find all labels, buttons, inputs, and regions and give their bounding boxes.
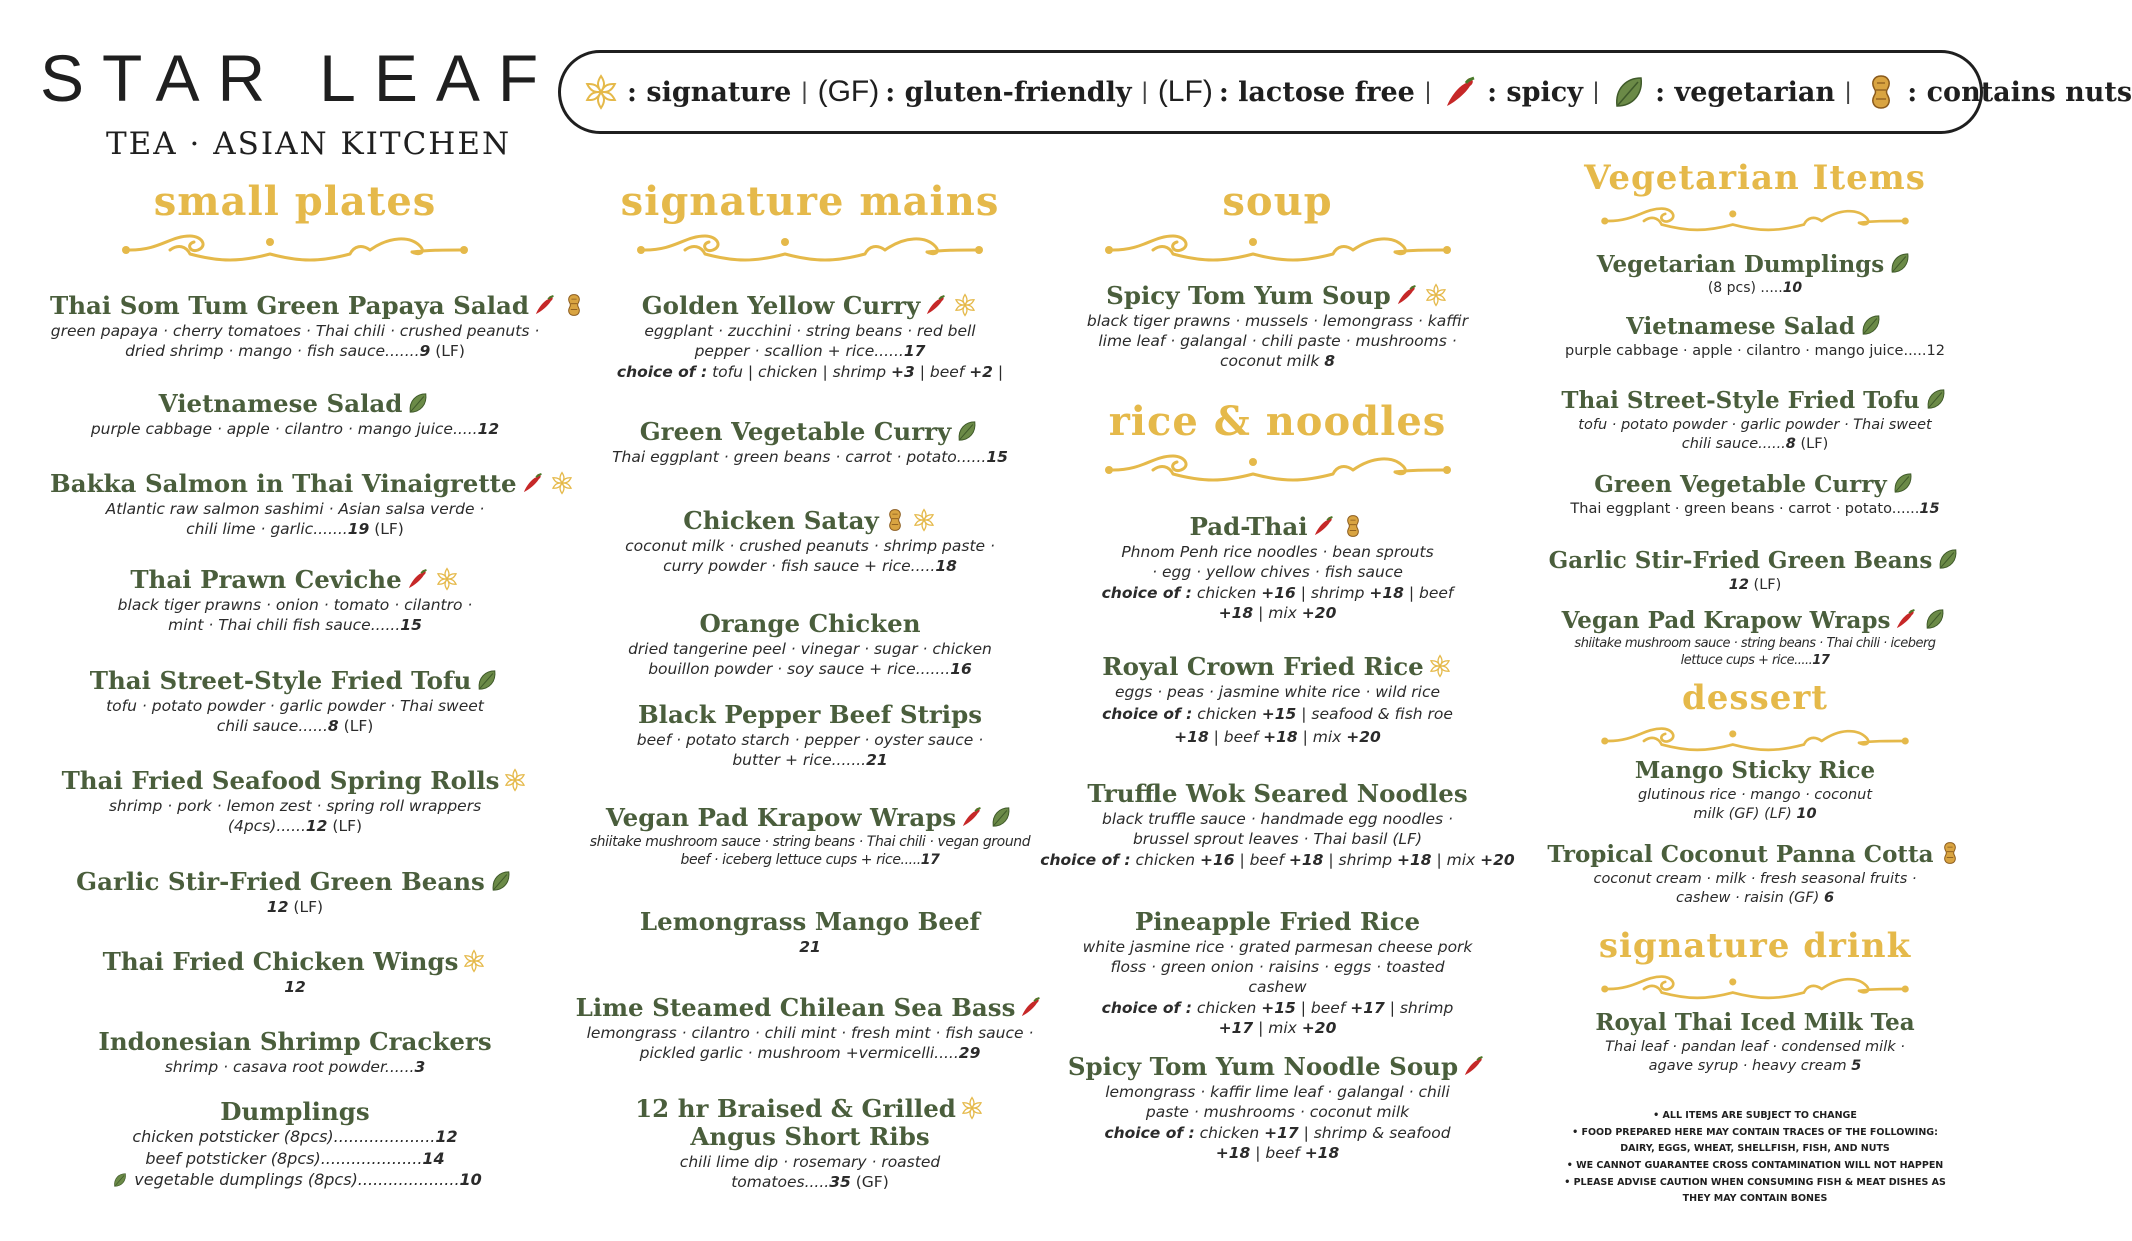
legend-lactose-free: (LF) : lactose free	[1157, 75, 1415, 108]
signature-star-icon	[1427, 653, 1453, 679]
chili-icon	[532, 292, 558, 318]
leaf-icon	[1890, 470, 1916, 496]
item-description: lemongrass · cilantro · chili mint · fresh mint · fish sauce · pickled garlic · mushroom +vermicelli.....29	[586, 1024, 1034, 1062]
item-description: purple cabbage · apple · cilantro · mango juice.....12	[1565, 343, 1945, 360]
menu-item	[50, 948, 540, 998]
item-choices: choice of : chicken +16 | shrimp +18 | beef +18 | mix +20	[1101, 583, 1454, 622]
peanut-icon	[1861, 72, 1901, 112]
item-description: (8 pcs) .....10	[1707, 280, 1803, 297]
flourish-divider-icon	[1073, 452, 1483, 488]
item-description: eggs · peas · jasmine white rice · wild rice	[1114, 683, 1441, 702]
menu-item	[565, 701, 1055, 771]
item-description: black truffle sauce · handmade egg noodles · brussel sprout leaves · Thai basil (LF)	[1102, 810, 1453, 848]
menu-item	[565, 804, 1055, 870]
item-name: Vegan Pad Krapow Wraps	[1525, 606, 1985, 634]
menu-item	[50, 667, 540, 737]
item-description: coconut milk · crushed peanuts · shrimp paste · curry powder · fish sauce + rice.....18	[625, 537, 995, 575]
brand-name-left: STAR	[40, 41, 284, 115]
menu-item	[1525, 250, 1985, 298]
flourish-divider-icon	[1570, 725, 1940, 757]
flourish-divider-icon	[1570, 973, 1940, 1005]
item-description: shrimp · casava root powder......3	[164, 1058, 426, 1077]
legend-bar: : signature | (GF) : gluten-friendly | (LF) : lactose free | : spicy | : vegetarian | : contains nuts	[558, 50, 1983, 134]
item-name: Royal Thai Iced Milk Tea	[1595, 1009, 1915, 1036]
item-name: Thai Prawn Ceviche	[50, 566, 540, 594]
menu-item	[50, 292, 540, 362]
legend-signature: : signature	[581, 72, 791, 112]
peanut-icon	[882, 507, 908, 533]
item-description: tofu · potato powder · garlic powder · Thai sweet chili sauce......8 (LF)	[1578, 417, 1932, 452]
chili-icon	[1461, 1053, 1487, 1079]
item-choices: choice of : chicken +15 | seafood & fish roe +18 | beef +18 | mix +20	[1102, 705, 1453, 747]
signature-mains-section	[565, 178, 1055, 1192]
item-name: Garlic Stir-Fried Green Beans	[1525, 546, 1985, 574]
item-description: shrimp · pork · lemon zest · spring roll wrappers (4pcs)......12 (LF)	[108, 797, 482, 835]
item-description: Thai leaf · pandan leaf · condensed milk · agave syrup · heavy cream 5	[1605, 1039, 1905, 1074]
flourish-divider-icon	[1570, 205, 1940, 237]
item-name: Tropical Coconut Panna Cotta	[1525, 840, 1985, 868]
menu-item-dumplings	[50, 1098, 540, 1191]
brand-name-right: LEAF	[319, 41, 557, 115]
leaf-icon	[1935, 546, 1961, 572]
menu-item	[1525, 386, 1985, 454]
item-name: Thai Som Tum Green Papaya Salad	[50, 292, 540, 320]
item-description: shiitake mushroom sauce · string beans · Thai chili · iceberg lettuce cups + rice.....17	[1574, 636, 1936, 669]
brand-subtitle: TEA · ASIAN KITCHEN	[106, 126, 512, 162]
item-name: Dumplings	[220, 1097, 370, 1126]
item-choices: choice of : chicken +16 | beef +18 | shrimp +18 | mix +20	[1040, 850, 1515, 869]
menu-item	[565, 610, 1055, 680]
item-description: 12 (LF)	[1728, 577, 1782, 594]
leaf-icon	[988, 804, 1014, 830]
menu-item	[1525, 758, 1985, 824]
menu-item	[50, 470, 540, 540]
signature-star-icon	[581, 72, 621, 112]
item-description: shiitake mushroom sauce · string beans · Thai chili · vegan ground beef · iceberg lettuce cups + rice.....17	[589, 834, 1031, 869]
item-name: Vegetarian Dumplings	[1525, 250, 1985, 278]
item-name: Royal Crown Fried Rice	[1040, 653, 1515, 681]
signature-star-icon	[1423, 282, 1449, 308]
leaf-icon	[1922, 606, 1948, 632]
dessert-section	[1525, 680, 1985, 757]
menu-item	[1525, 840, 1985, 908]
item-name: Green Vegetable Curry	[565, 418, 1055, 446]
item-description: beef · potato starch · pepper · oyster sauce · butter + rice.......21	[636, 731, 984, 769]
signature-star-icon	[502, 767, 528, 793]
menu-item	[1525, 1010, 1985, 1076]
item-name: Indonesian Shrimp Crackers	[98, 1027, 492, 1056]
menu-item	[50, 767, 540, 837]
flourish-divider-icon	[1073, 232, 1483, 268]
item-name: Thai Street-Style Fried Tofu	[50, 667, 540, 695]
section-title: signature drink	[1598, 926, 1912, 966]
item-description: Thai eggplant · green beans · carrot · potato......15	[612, 448, 1008, 467]
leaf-icon	[488, 868, 514, 894]
menu-item	[1040, 653, 1515, 750]
item-name: Green Vegetable Curry	[1525, 470, 1985, 498]
item-description: lemongrass · kaffir lime leaf · galangal · chili paste · mushrooms · coconut milk	[1105, 1083, 1450, 1121]
item-description: 12	[284, 978, 306, 997]
signature-star-icon	[434, 566, 460, 592]
chili-icon	[520, 470, 546, 496]
small-plates-section	[50, 178, 540, 1190]
item-name: Bakka Salmon in Thai Vinaigrette	[50, 470, 540, 498]
item-description: Atlantic raw salmon sashimi · Asian salsa verde · chili lime · garlic.......19 (LF)	[105, 500, 485, 538]
leaf-icon	[405, 390, 431, 416]
vegetarian-section	[1525, 158, 1985, 1074]
signature-star-icon	[461, 948, 487, 974]
leaf-icon	[1923, 386, 1949, 412]
chili-icon	[959, 804, 985, 830]
menu-item	[50, 1028, 540, 1078]
legend-vegetarian: : vegetarian	[1609, 72, 1835, 112]
item-description: tofu · potato powder · garlic powder · Thai sweet chili sauce......8 (LF)	[106, 697, 484, 735]
chili-icon	[1441, 72, 1481, 112]
item-name: Black Pepper Beef Strips	[637, 700, 983, 729]
item-name: Lemongrass Mango Beef	[639, 907, 981, 936]
item-description: beef potsticker (8pcs)....................14	[145, 1148, 445, 1168]
item-name: Spicy Tom Yum Soup	[1040, 282, 1515, 310]
item-name: Vegan Pad Krapow Wraps	[565, 804, 1055, 832]
leaf-icon	[1858, 312, 1884, 338]
section-title: soup	[1222, 178, 1333, 225]
item-name: Vietnamese Salad	[50, 390, 540, 418]
item-description: 21	[799, 938, 821, 957]
menu-item	[565, 908, 1055, 958]
section-title: small plates	[153, 178, 437, 225]
legend-nuts: : contains nuts	[1861, 72, 2132, 112]
item-name: Truffle Wok Seared Noodles	[1087, 779, 1468, 808]
menu-item	[565, 1095, 1055, 1193]
signature-star-icon	[549, 470, 575, 496]
soup-section	[1040, 178, 1515, 1162]
brand	[40, 40, 557, 162]
peanut-icon	[1340, 513, 1366, 539]
peanut-icon	[1937, 840, 1963, 866]
item-description: chili lime dip · rosemary · roasted tomatoes.....35 (GF)	[679, 1153, 941, 1192]
item-name: Garlic Stir-Fried Green Beans	[50, 868, 540, 896]
menu-item	[1040, 282, 1515, 372]
item-description: black tiger prawns · onion · tomato · cilantro · mint · Thai chili fish sauce......15	[117, 596, 473, 634]
menu-item	[1040, 513, 1515, 623]
legend-gluten-friendly: (GF) : gluten-friendly	[817, 75, 1132, 108]
item-name: Pad-Thai	[1040, 513, 1515, 541]
leaf-icon	[111, 1171, 129, 1189]
chili-icon	[923, 292, 949, 318]
chili-icon	[1311, 513, 1337, 539]
item-description: green papaya · cherry tomatoes · Thai chili · crushed peanuts · dried shrimp · mango · fish sauce.......9 (LF)	[50, 322, 540, 360]
menu-item	[1525, 606, 1985, 670]
leaf-icon	[954, 418, 980, 444]
item-name: Mango Sticky Rice	[1634, 757, 1876, 784]
leaf-icon	[1887, 250, 1913, 276]
item-name: Golden Yellow Curry	[565, 292, 1055, 320]
item-choices: choice of : chicken +17 | shrimp & seafood +18 | beef +18	[1104, 1123, 1451, 1162]
item-name: Spicy Tom Yum Noodle Soup	[1040, 1053, 1515, 1081]
item-choices: choice of : chicken +15 | beef +17 | shrimp +17 | mix +20	[1101, 998, 1454, 1037]
chili-icon	[1394, 282, 1420, 308]
signature-drink-section	[1525, 928, 1985, 1005]
item-description: black tiger prawns · mussels · lemongrass · kaffir lime leaf · galangal · chili paste · mushrooms · coconut milk 8	[1086, 312, 1469, 370]
legend-spicy: : spicy	[1441, 72, 1583, 112]
menu-item	[1040, 780, 1515, 871]
item-description: Thai eggplant · green beans · carrot · potato......15	[1570, 501, 1940, 518]
flourish-divider-icon	[605, 232, 1015, 268]
leaf-icon	[1609, 72, 1649, 112]
menu-item	[1525, 546, 1985, 595]
item-name: Thai Street-Style Fried Tofu	[1525, 386, 1985, 414]
menu-item	[1525, 470, 1985, 519]
menu-item	[50, 566, 540, 636]
item-description: chicken potsticker (8pcs)....................12	[132, 1127, 458, 1147]
item-name: 12 hr Braised & Grilled	[565, 1095, 1055, 1123]
menu-item	[50, 868, 540, 918]
item-description: vegetable dumplings (8pcs)....................10	[50, 1169, 540, 1191]
leaf-icon	[474, 667, 500, 693]
section-title: Vegetarian Items	[1584, 158, 1926, 198]
item-description: coconut cream · milk · fresh seasonal fruits · cashew · raisin (GF) 6	[1593, 871, 1917, 906]
menu-item	[565, 994, 1055, 1064]
section-title: dessert	[1682, 678, 1828, 718]
item-description: glutinous rice · mango · coconut milk (GF) (LF) 10	[1637, 787, 1873, 822]
item-description: 12 (LF)	[266, 898, 324, 917]
menu-item	[1040, 908, 1515, 1038]
item-name: Vietnamese Salad	[1525, 312, 1985, 340]
item-description: dried tangerine peel · vinegar · sugar · chicken bouillon powder · soy sauce + rice.......16	[628, 640, 992, 678]
item-name: Angus Short Ribs	[690, 1122, 930, 1152]
menu-item	[565, 507, 1055, 577]
menu-item	[565, 292, 1055, 382]
signature-star-icon	[952, 292, 978, 318]
item-choices: choice of : tofu | chicken | shrimp +3 | beef +2 |	[616, 362, 1004, 381]
item-name: Lime Steamed Chilean Sea Bass	[565, 994, 1055, 1022]
menu-item	[1525, 312, 1985, 361]
section-title: rice & noodles	[1108, 398, 1447, 445]
item-name: Thai Fried Chicken Wings	[50, 948, 540, 976]
flourish-divider-icon	[90, 232, 500, 268]
rice-noodles-section	[1040, 400, 1515, 488]
item-description: white jasmine rice · grated parmesan cheese pork floss · green onion · raisins · eggs · toasted cashew	[1082, 938, 1473, 996]
menu-item	[565, 418, 1055, 468]
chili-icon	[405, 566, 431, 592]
menu-item	[1040, 1053, 1515, 1163]
item-description: Phnom Penh rice noodles · bean sprouts · egg · yellow chives · fish sauce	[1121, 543, 1434, 581]
item-description: eggplant · zucchini · string beans · red bell pepper · scallion + rice......17	[644, 322, 976, 360]
item-name: Orange Chicken	[699, 609, 921, 638]
chili-icon	[1893, 606, 1919, 632]
signature-star-icon	[959, 1095, 985, 1121]
signature-star-icon	[911, 507, 937, 533]
item-description: purple cabbage · apple · cilantro · mango juice.....12	[90, 420, 500, 439]
section-title: signature mains	[620, 178, 1000, 225]
item-name: Pineapple Fried Rice	[1134, 907, 1421, 936]
menu-item	[50, 390, 540, 440]
allergy-notes: • ALL ITEMS ARE SUBJECT TO CHANGE • FOOD PREPARED HERE MAY CONTAIN TRACES OF THE FOLLOWING: DAIRY, EGGS, WHEAT, SHELLFISH, FISH, AND NUTS • WE CANNOT GUARANTEE CROSS CONTAMINATION WILL NOT HAPPEN • PLEASE ADVISE CAUTION WHEN CONSUMING FISH & MEAT DISHES AS THEY MAY CONTAIN BONES	[1564, 1110, 1946, 1205]
item-name: Thai Fried Seafood Spring Rolls	[50, 767, 540, 795]
item-name: Chicken Satay	[565, 507, 1055, 535]
